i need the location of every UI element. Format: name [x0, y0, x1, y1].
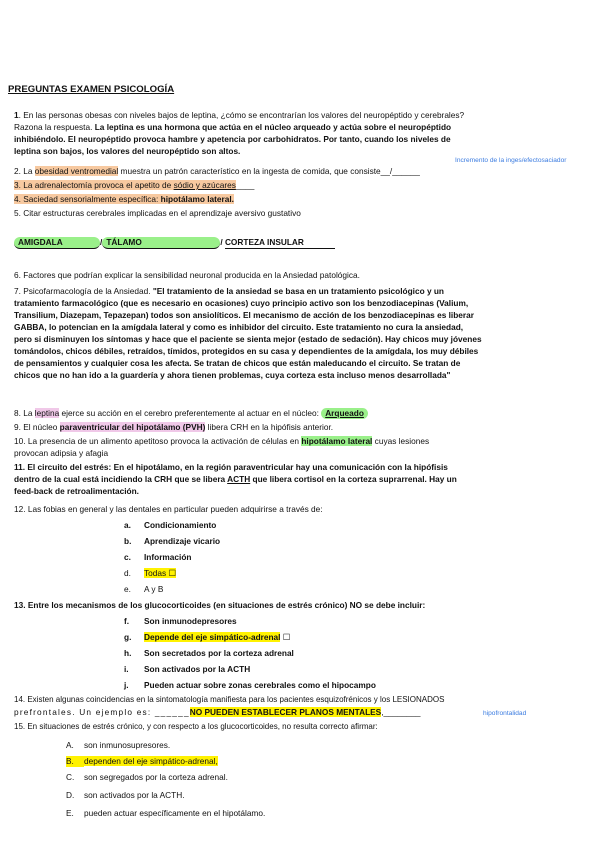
question-14-highlight: NO PUEDEN ESTABLECER PLANOS MENTALES	[189, 707, 382, 717]
option-text: Pueden actuar sobre zonas cerebrales como el hipocampo	[144, 680, 376, 690]
question-3-highlight: sódio y azúcares	[173, 180, 236, 190]
option-letter: i.	[124, 664, 129, 674]
q12-option-a	[124, 520, 216, 531]
option-text: Son activados por la ACTH	[144, 664, 251, 674]
question-11-l2b: que libera cortisol en la corteza suprarrenal. Hay un	[250, 474, 457, 484]
question-11-line-1	[14, 462, 448, 473]
question-11-l2a: dentro de la cual está incidiendo la CRH que se libera	[14, 474, 228, 484]
question-11-l1: En el hipotálamo, en la región paraventricular hay una comunicación con la hipófisis	[113, 462, 448, 472]
q13-option-i	[124, 664, 250, 675]
q12-option-c	[124, 552, 191, 563]
question-7-line-1	[14, 286, 444, 297]
question-7-line-8: chicos que no han ido a la guardería y ahora tienen problemas, cuya corteza esta incluso menos desarrollada"	[14, 370, 451, 380]
question-2-pre: 2. La	[14, 166, 35, 176]
question-14-line-2	[14, 707, 420, 718]
question-7-line-6: tomándolos, chicos débiles, retraídos, tímidos, protegidos en su casa y dependientes de la amígdala, los muy débiles	[14, 346, 479, 356]
question-6: 6. Factores que podrían explicar la sensibilidad neuronal producida en la Ansiedad patológica.	[14, 270, 360, 280]
option-letter: E.	[66, 808, 74, 818]
q12-option-d	[124, 568, 176, 579]
q15-option-b	[66, 756, 218, 767]
question-8-pre: 8. La	[14, 408, 35, 418]
q13-option-g	[124, 632, 290, 643]
option-text: Son secretados por la corteza adrenal	[144, 648, 294, 658]
option-text: Información	[144, 552, 192, 562]
q15-option-e	[66, 808, 265, 819]
option-text: pueden actuar específicamente en el hipotálamo.	[84, 808, 266, 818]
question-3: 3. La adrenalectomía provoca el apetito de sódio y azúcares____	[14, 180, 255, 190]
question-10-highlight: hipotálamo lateral	[301, 436, 373, 446]
question-7-line-7: de pensamientos y cualquier cosa les afecta. Se tratan de chicos que están maleducando el circuito. Se tratan de	[14, 358, 461, 368]
question-14-line-1: 14. Existen algunas coincidencias en la sintomatología manifiesta para los pacientes esquizofrénicos y los LESIONADOS	[14, 695, 445, 704]
question-1-l2b: La leptina es una hormona que actúa en el núcleo arqueado y actúa sobre el neuropéptido	[94, 122, 452, 132]
question-10-post: cuyas lesiones	[372, 436, 430, 446]
option-text: son segregados por la corteza adrenal.	[84, 772, 228, 782]
question-11-acth: ACTH	[227, 474, 251, 484]
option-letter: e.	[124, 584, 131, 594]
question-8-highlight-2: Arqueado	[321, 408, 368, 419]
question-1-l2a: Razona la respuesta.	[14, 122, 95, 132]
page-title: PREGUNTAS EXAMEN PSICOLOGÍA	[8, 84, 175, 95]
question-7-l1: "El tratamiento de la ansiedad se basa en un tratamiento psicológico y un	[152, 286, 444, 296]
question-12: 12. Las fobias en general y las dentales en particular pueden adquirirse a través de:	[14, 504, 323, 514]
question-15: 15. En situaciones de estrés crónico, y con respecto a los glucocorticoides, no resulta correcto afirmar:	[14, 722, 378, 731]
option-letter: f.	[124, 616, 130, 626]
annotation-note-2: hipofrontalidad	[483, 710, 527, 717]
option-letter: A.	[66, 740, 74, 750]
question-10-line-1	[14, 436, 429, 447]
option-text: Aprendizaje vicario	[144, 536, 221, 546]
question-8-highlight-1: leptina	[34, 408, 60, 418]
option-letter: b.	[124, 536, 132, 546]
question-7-line-2: tratamiento farmacológico (que es necesario en ocasiones) cuyo principio activo son los benzodiacepinas (Valium,	[14, 298, 469, 308]
question-4	[14, 194, 234, 205]
option-letter: c.	[124, 552, 131, 562]
question-10-pre: 10. La presencia de un alimento apetitoso provoca la activación de células en	[14, 436, 302, 446]
question-2	[14, 166, 420, 177]
question-9-highlight: paraventricular del hipotálamo (PVH)	[59, 422, 206, 432]
question-2-highlight: obesidad ventromedial	[34, 166, 119, 176]
question-1-line-1	[14, 110, 464, 121]
q12-option-e	[124, 584, 163, 595]
q15-option-a	[66, 740, 170, 751]
option-letter: g.	[124, 632, 132, 642]
option-letter: d.	[124, 568, 131, 578]
option-mark: ☐	[280, 632, 291, 642]
question-8-mid: ejerce su acción en el cerebro preferentemente al actuar en el núcleo:	[59, 408, 322, 418]
question-5: 5. Citar estructuras cerebrales implicadas en el aprendizaje aversivo gustativo	[14, 208, 301, 218]
q13-option-f	[124, 616, 237, 627]
option-letter: j.	[124, 680, 129, 690]
option-text: son activados por la ACTH.	[84, 790, 185, 800]
option-letter: B.	[66, 756, 84, 767]
option-text: Condicionamiento	[144, 520, 217, 530]
q15-option-c	[66, 772, 228, 783]
q13-option-j	[124, 680, 376, 691]
question-14-l2b: ,________	[381, 707, 421, 717]
option-letter: D.	[66, 790, 75, 800]
question-4-text: 4. Saciedad sensorialmente específica:	[14, 194, 161, 204]
option-letter: a.	[124, 520, 131, 530]
structure-talamo: TÁLAMO	[102, 237, 220, 249]
option-letter: h.	[124, 648, 132, 658]
q12-option-b	[124, 536, 220, 547]
question-7-lead: 7. Psicofarmacología de la Ansiedad.	[14, 286, 153, 296]
question-4-highlight: hipotálamo lateral.	[160, 194, 234, 204]
question-7-line-5: pero si disminuyen los síntomas y hace que el paciente se sienta mejor (estado de sedación). Hay chicos muy jóvenes	[14, 334, 482, 344]
question-2-blank: __/______	[380, 166, 420, 176]
question-9-pre: 9. El núcleo	[14, 422, 60, 432]
question-1-lead: . En las personas obesas con niveles bajos de leptina, ¿cómo se encontrarían los valores del neuropéptido y cerebrales?	[18, 110, 465, 120]
question-1-number: 1	[14, 110, 19, 120]
option-text: A y B	[144, 584, 164, 594]
question-9	[14, 422, 333, 433]
question-1-line-4: leptina son bajos, los valores del neuropéptido son altos.	[14, 146, 241, 156]
question-3-text: 3. La adrenalectomía provoca el apetito de	[14, 180, 174, 190]
option-text: Son inmunodepresores	[144, 616, 237, 626]
question-7-line-3: Transilium, Diazepam, Tepazepan) todos son ansiolíticos. El mecanismo de acción de los benzodiacepinas es liberar	[14, 310, 474, 320]
question-11-pre: 11. El circuito del estrés:	[14, 462, 114, 472]
question-9-post: libera CRH en la hipófisis anterior.	[205, 422, 334, 432]
question-10-line-2: provocan adipsia y afagia	[14, 448, 109, 458]
question-14-l2a: prefrontales. Un ejemplo es: ______	[14, 707, 190, 717]
structures-row: AMIGDALA / TÁLAMO / CORTEZA INSULAR	[14, 237, 335, 249]
option-text: Todas ☐	[144, 568, 176, 578]
q15-option-d	[66, 790, 185, 801]
option-letter: C.	[66, 772, 75, 782]
structure-corteza-insular: CORTEZA INSULAR	[225, 237, 335, 249]
question-2-post: muestra un patrón característico en la ingesta de comida, que consiste	[118, 166, 381, 176]
question-7-line-4: GABBA, lo potencian en la amígdala lateral y como es inhibidor del circuito. Este tratamiento no cura la ansiedad,	[14, 322, 464, 332]
option-text: dependen del eje simpático-adrenal,	[84, 756, 218, 766]
question-8	[14, 408, 368, 419]
annotation-note-1: Incremento de la inges/efectosaciador	[455, 157, 567, 164]
question-1-line-2	[14, 122, 451, 133]
question-13: 13. Entre los mecanismos de los glucocorticoides (en situaciones de estrés crónico) NO se debe incluir:	[14, 600, 426, 610]
q13-option-h	[124, 648, 294, 659]
option-text: Depende del eje simpático-adrenal	[144, 632, 281, 642]
question-1-line-3: inhibiéndolo. El neuropéptido provoca hambre y apetencia por carbohidratos. Por tanto, cuando los niveles de	[14, 134, 451, 144]
question-11-line-2	[14, 474, 457, 485]
structure-amigdala: AMIGDALA	[14, 237, 100, 249]
question-11-line-3: feed-back de retroalimentación.	[14, 486, 139, 496]
option-text: son inmunosupresores.	[84, 740, 171, 750]
